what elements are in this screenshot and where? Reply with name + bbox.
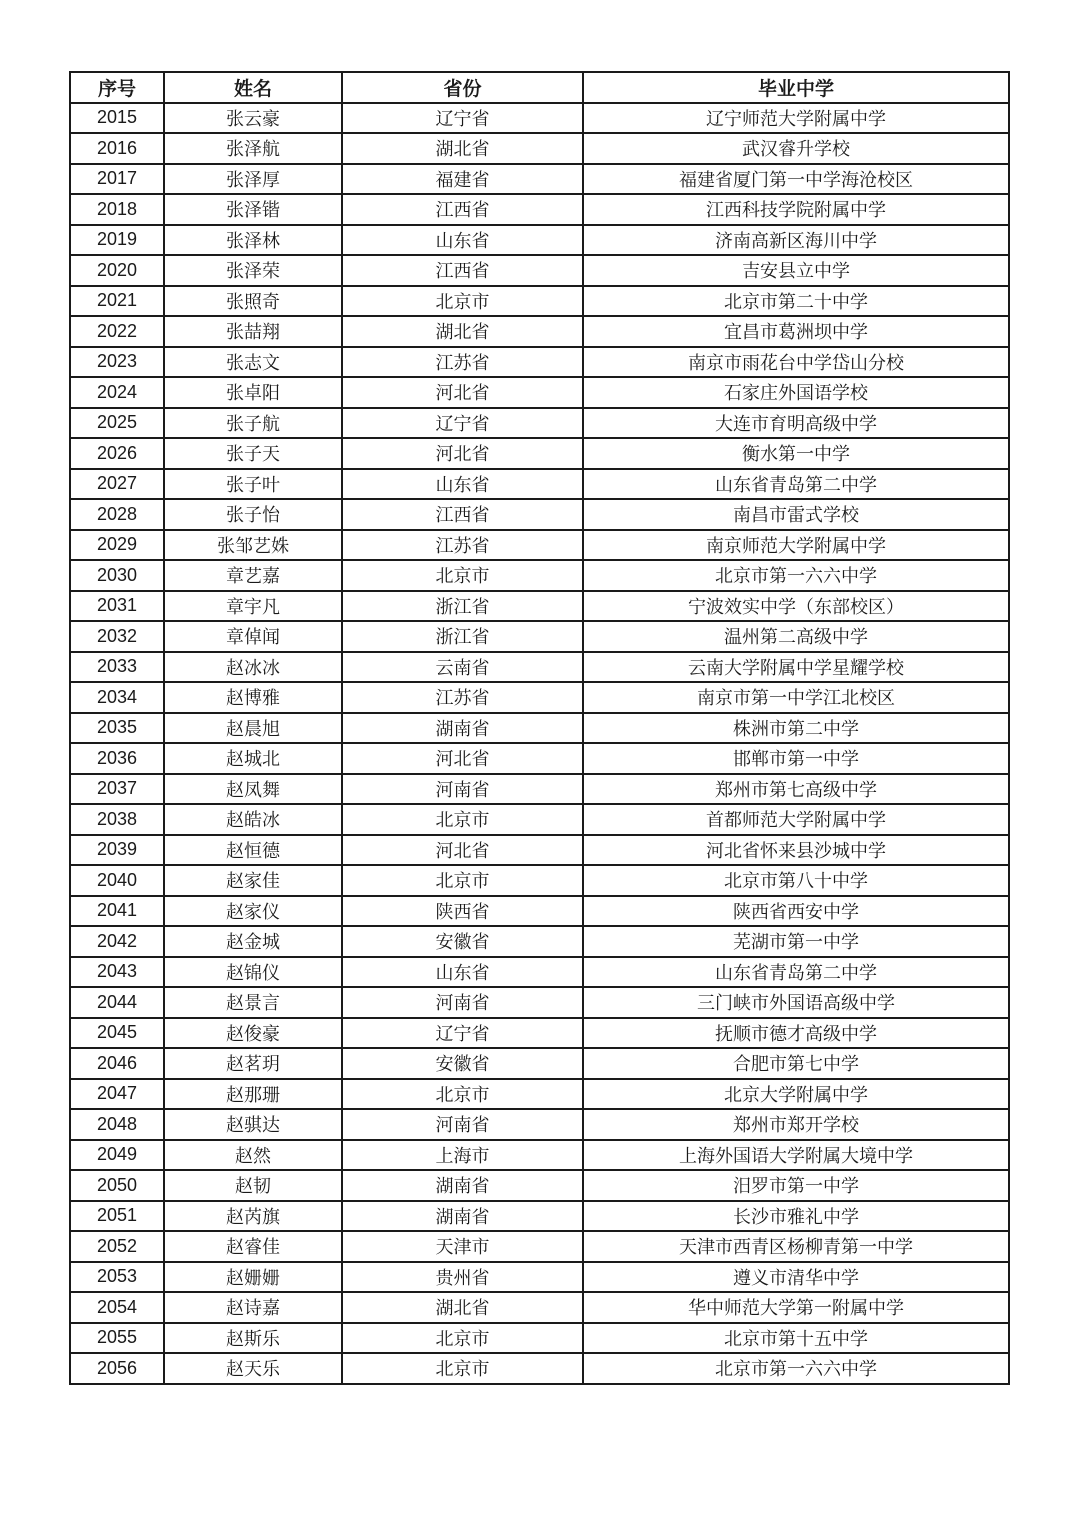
cell-name: 赵俊豪 [164,1018,342,1049]
cell-name: 张子叶 [164,469,342,500]
cell-name: 张云豪 [164,103,342,134]
cell-name: 章艺嘉 [164,560,342,591]
cell-name: 章宇凡 [164,591,342,622]
cell-id: 2055 [70,1323,164,1354]
cell-id: 2052 [70,1231,164,1262]
cell-name: 张喆翔 [164,316,342,347]
cell-school: 北京市第一六六中学 [583,1353,1009,1384]
cell-school: 宁波效实中学（东部校区） [583,591,1009,622]
cell-name: 张志文 [164,347,342,378]
table-row [70,1201,1009,1232]
cell-province: 山东省 [342,469,583,500]
cell-id: 2030 [70,560,164,591]
cell-province: 安徽省 [342,926,583,957]
cell-id: 2027 [70,469,164,500]
cell-name: 赵芮旗 [164,1201,342,1232]
cell-id: 2025 [70,408,164,439]
cell-name: 赵冰冰 [164,652,342,683]
cell-school: 济南高新区海川中学 [583,225,1009,256]
cell-province: 山东省 [342,957,583,988]
cell-school: 北京市第一六六中学 [583,560,1009,591]
cell-name: 赵恒德 [164,835,342,866]
cell-province: 江西省 [342,499,583,530]
cell-province: 湖北省 [342,133,583,164]
cell-school: 河北省怀来县沙城中学 [583,835,1009,866]
cell-school: 郑州市第七高级中学 [583,774,1009,805]
cell-name: 张子航 [164,408,342,439]
cell-province: 江苏省 [342,530,583,561]
cell-id: 2044 [70,987,164,1018]
table-row [70,1231,1009,1262]
cell-school: 合肥市第七中学 [583,1048,1009,1079]
cell-school: 石家庄外国语学校 [583,377,1009,408]
table-row [70,1353,1009,1384]
table-row [70,1262,1009,1293]
cell-name: 赵景言 [164,987,342,1018]
table-row [70,194,1009,225]
cell-id: 2022 [70,316,164,347]
table-row [70,377,1009,408]
table-row [70,1170,1009,1201]
table-row [70,865,1009,896]
cell-name: 赵那珊 [164,1079,342,1110]
cell-school: 衡水第一中学 [583,438,1009,469]
table-row [70,926,1009,957]
cell-school: 遵义市清华中学 [583,1262,1009,1293]
cell-id: 2033 [70,652,164,683]
cell-province: 天津市 [342,1231,583,1262]
cell-school: 南京市第一中学江北校区 [583,682,1009,713]
table-header [70,72,1009,103]
cell-school: 南京市雨花台中学岱山分校 [583,347,1009,378]
cell-name: 赵凤舞 [164,774,342,805]
table-row [70,713,1009,744]
table-row [70,499,1009,530]
cell-id: 2035 [70,713,164,744]
roster-table [69,71,1010,1385]
cell-school: 三门峡市外国语高级中学 [583,987,1009,1018]
table-row [70,1140,1009,1171]
cell-name: 张泽林 [164,225,342,256]
cell-province: 江苏省 [342,682,583,713]
table-row [70,987,1009,1018]
table-row [70,743,1009,774]
table-row [70,225,1009,256]
cell-province: 辽宁省 [342,103,583,134]
cell-name: 赵睿佳 [164,1231,342,1262]
cell-province: 江苏省 [342,347,583,378]
cell-id: 2042 [70,926,164,957]
table-row [70,164,1009,195]
cell-name: 赵然 [164,1140,342,1171]
cell-name: 赵天乐 [164,1353,342,1384]
cell-school: 山东省青岛第二中学 [583,469,1009,500]
table-row [70,560,1009,591]
header-id: 序号 [70,72,164,103]
cell-province: 河南省 [342,987,583,1018]
cell-province: 陕西省 [342,896,583,927]
cell-name: 张泽锴 [164,194,342,225]
cell-school: 汨罗市第一中学 [583,1170,1009,1201]
cell-province: 安徽省 [342,1048,583,1079]
table-row [70,1079,1009,1110]
cell-name: 赵锦仪 [164,957,342,988]
table-row [70,682,1009,713]
cell-province: 湖南省 [342,713,583,744]
cell-school: 邯郸市第一中学 [583,743,1009,774]
cell-id: 2031 [70,591,164,622]
cell-province: 云南省 [342,652,583,683]
cell-school: 福建省厦门第一中学海沧校区 [583,164,1009,195]
cell-province: 湖南省 [342,1201,583,1232]
header-row [70,72,1009,103]
cell-province: 河北省 [342,377,583,408]
cell-id: 2047 [70,1079,164,1110]
header-name: 姓名 [164,72,342,103]
cell-province: 福建省 [342,164,583,195]
table-row [70,835,1009,866]
cell-province: 湖南省 [342,1170,583,1201]
cell-province: 河南省 [342,1109,583,1140]
table-row [70,438,1009,469]
cell-name: 赵晨旭 [164,713,342,744]
cell-name: 张泽航 [164,133,342,164]
cell-id: 2046 [70,1048,164,1079]
table-row [70,1048,1009,1079]
cell-school: 江西科技学院附属中学 [583,194,1009,225]
cell-school: 南昌市雷式学校 [583,499,1009,530]
cell-province: 湖北省 [342,1292,583,1323]
cell-name: 张泽荣 [164,255,342,286]
cell-province: 浙江省 [342,621,583,652]
cell-school: 北京大学附属中学 [583,1079,1009,1110]
cell-id: 2018 [70,194,164,225]
cell-id: 2051 [70,1201,164,1232]
table-row [70,530,1009,561]
cell-name: 赵家佳 [164,865,342,896]
cell-school: 郑州市郑开学校 [583,1109,1009,1140]
cell-school: 华中师范大学第一附属中学 [583,1292,1009,1323]
cell-id: 2049 [70,1140,164,1171]
cell-province: 北京市 [342,865,583,896]
cell-name: 赵金城 [164,926,342,957]
table-row [70,255,1009,286]
cell-school: 云南大学附属中学星耀学校 [583,652,1009,683]
cell-id: 2053 [70,1262,164,1293]
table-row [70,1292,1009,1323]
cell-id: 2038 [70,804,164,835]
cell-province: 河北省 [342,438,583,469]
cell-province: 北京市 [342,1353,583,1384]
cell-id: 2054 [70,1292,164,1323]
cell-id: 2020 [70,255,164,286]
table-body [70,103,1009,1384]
cell-school: 山东省青岛第二中学 [583,957,1009,988]
cell-name: 赵姗姗 [164,1262,342,1293]
cell-school: 武汉睿升学校 [583,133,1009,164]
cell-name: 张子天 [164,438,342,469]
table-row [70,896,1009,927]
cell-name: 张照奇 [164,286,342,317]
cell-name: 张邹艺姝 [164,530,342,561]
cell-id: 2040 [70,865,164,896]
header-province: 省份 [342,72,583,103]
cell-school: 天津市西青区杨柳青第一中学 [583,1231,1009,1262]
cell-province: 北京市 [342,1323,583,1354]
cell-province: 河北省 [342,835,583,866]
cell-id: 2029 [70,530,164,561]
cell-id: 2037 [70,774,164,805]
cell-province: 辽宁省 [342,408,583,439]
cell-school: 陕西省西安中学 [583,896,1009,927]
cell-name: 赵斯乐 [164,1323,342,1354]
table-row [70,316,1009,347]
cell-name: 赵诗嘉 [164,1292,342,1323]
cell-school: 长沙市雅礼中学 [583,1201,1009,1232]
cell-school: 上海外国语大学附属大境中学 [583,1140,1009,1171]
cell-school: 吉安县立中学 [583,255,1009,286]
cell-id: 2045 [70,1018,164,1049]
cell-id: 2026 [70,438,164,469]
cell-province: 河北省 [342,743,583,774]
table-row [70,133,1009,164]
cell-name: 赵城北 [164,743,342,774]
table-row [70,957,1009,988]
cell-province: 湖北省 [342,316,583,347]
cell-school: 辽宁师范大学附属中学 [583,103,1009,134]
table-row [70,1109,1009,1140]
cell-school: 温州第二高级中学 [583,621,1009,652]
table-row [70,774,1009,805]
cell-name: 赵家仪 [164,896,342,927]
cell-province: 江西省 [342,255,583,286]
cell-id: 2032 [70,621,164,652]
table-row [70,286,1009,317]
table-row [70,469,1009,500]
cell-id: 2041 [70,896,164,927]
table-row [70,408,1009,439]
cell-province: 北京市 [342,804,583,835]
cell-id: 2034 [70,682,164,713]
cell-name: 赵博雅 [164,682,342,713]
cell-id: 2028 [70,499,164,530]
cell-name: 张子怡 [164,499,342,530]
cell-id: 2017 [70,164,164,195]
cell-id: 2050 [70,1170,164,1201]
cell-name: 赵茗玥 [164,1048,342,1079]
cell-province: 北京市 [342,560,583,591]
cell-school: 宜昌市葛洲坝中学 [583,316,1009,347]
cell-id: 2021 [70,286,164,317]
cell-province: 山东省 [342,225,583,256]
table-row [70,103,1009,134]
cell-school: 南京师范大学附属中学 [583,530,1009,561]
cell-id: 2043 [70,957,164,988]
table-row [70,621,1009,652]
cell-province: 浙江省 [342,591,583,622]
cell-id: 2036 [70,743,164,774]
table-row [70,347,1009,378]
cell-id: 2048 [70,1109,164,1140]
table-row [70,1323,1009,1354]
cell-id: 2023 [70,347,164,378]
table-row [70,591,1009,622]
cell-province: 上海市 [342,1140,583,1171]
cell-school: 抚顺市德才高级中学 [583,1018,1009,1049]
cell-id: 2056 [70,1353,164,1384]
cell-name: 赵骐达 [164,1109,342,1140]
cell-name: 张卓阳 [164,377,342,408]
cell-name: 章倬闻 [164,621,342,652]
table-row [70,1018,1009,1049]
cell-school: 芜湖市第一中学 [583,926,1009,957]
table-row [70,652,1009,683]
cell-school: 株洲市第二中学 [583,713,1009,744]
table-row [70,804,1009,835]
cell-province: 贵州省 [342,1262,583,1293]
header-school: 毕业中学 [583,72,1009,103]
cell-school: 北京市第二十中学 [583,286,1009,317]
cell-id: 2016 [70,133,164,164]
cell-name: 赵皓冰 [164,804,342,835]
cell-id: 2024 [70,377,164,408]
cell-school: 北京市第十五中学 [583,1323,1009,1354]
cell-province: 北京市 [342,1079,583,1110]
cell-name: 张泽厚 [164,164,342,195]
cell-province: 河南省 [342,774,583,805]
cell-province: 北京市 [342,286,583,317]
cell-id: 2015 [70,103,164,134]
cell-province: 江西省 [342,194,583,225]
cell-province: 辽宁省 [342,1018,583,1049]
cell-name: 赵韧 [164,1170,342,1201]
cell-school: 大连市育明高级中学 [583,408,1009,439]
cell-school: 首都师范大学附属中学 [583,804,1009,835]
cell-school: 北京市第八十中学 [583,865,1009,896]
cell-id: 2039 [70,835,164,866]
cell-id: 2019 [70,225,164,256]
